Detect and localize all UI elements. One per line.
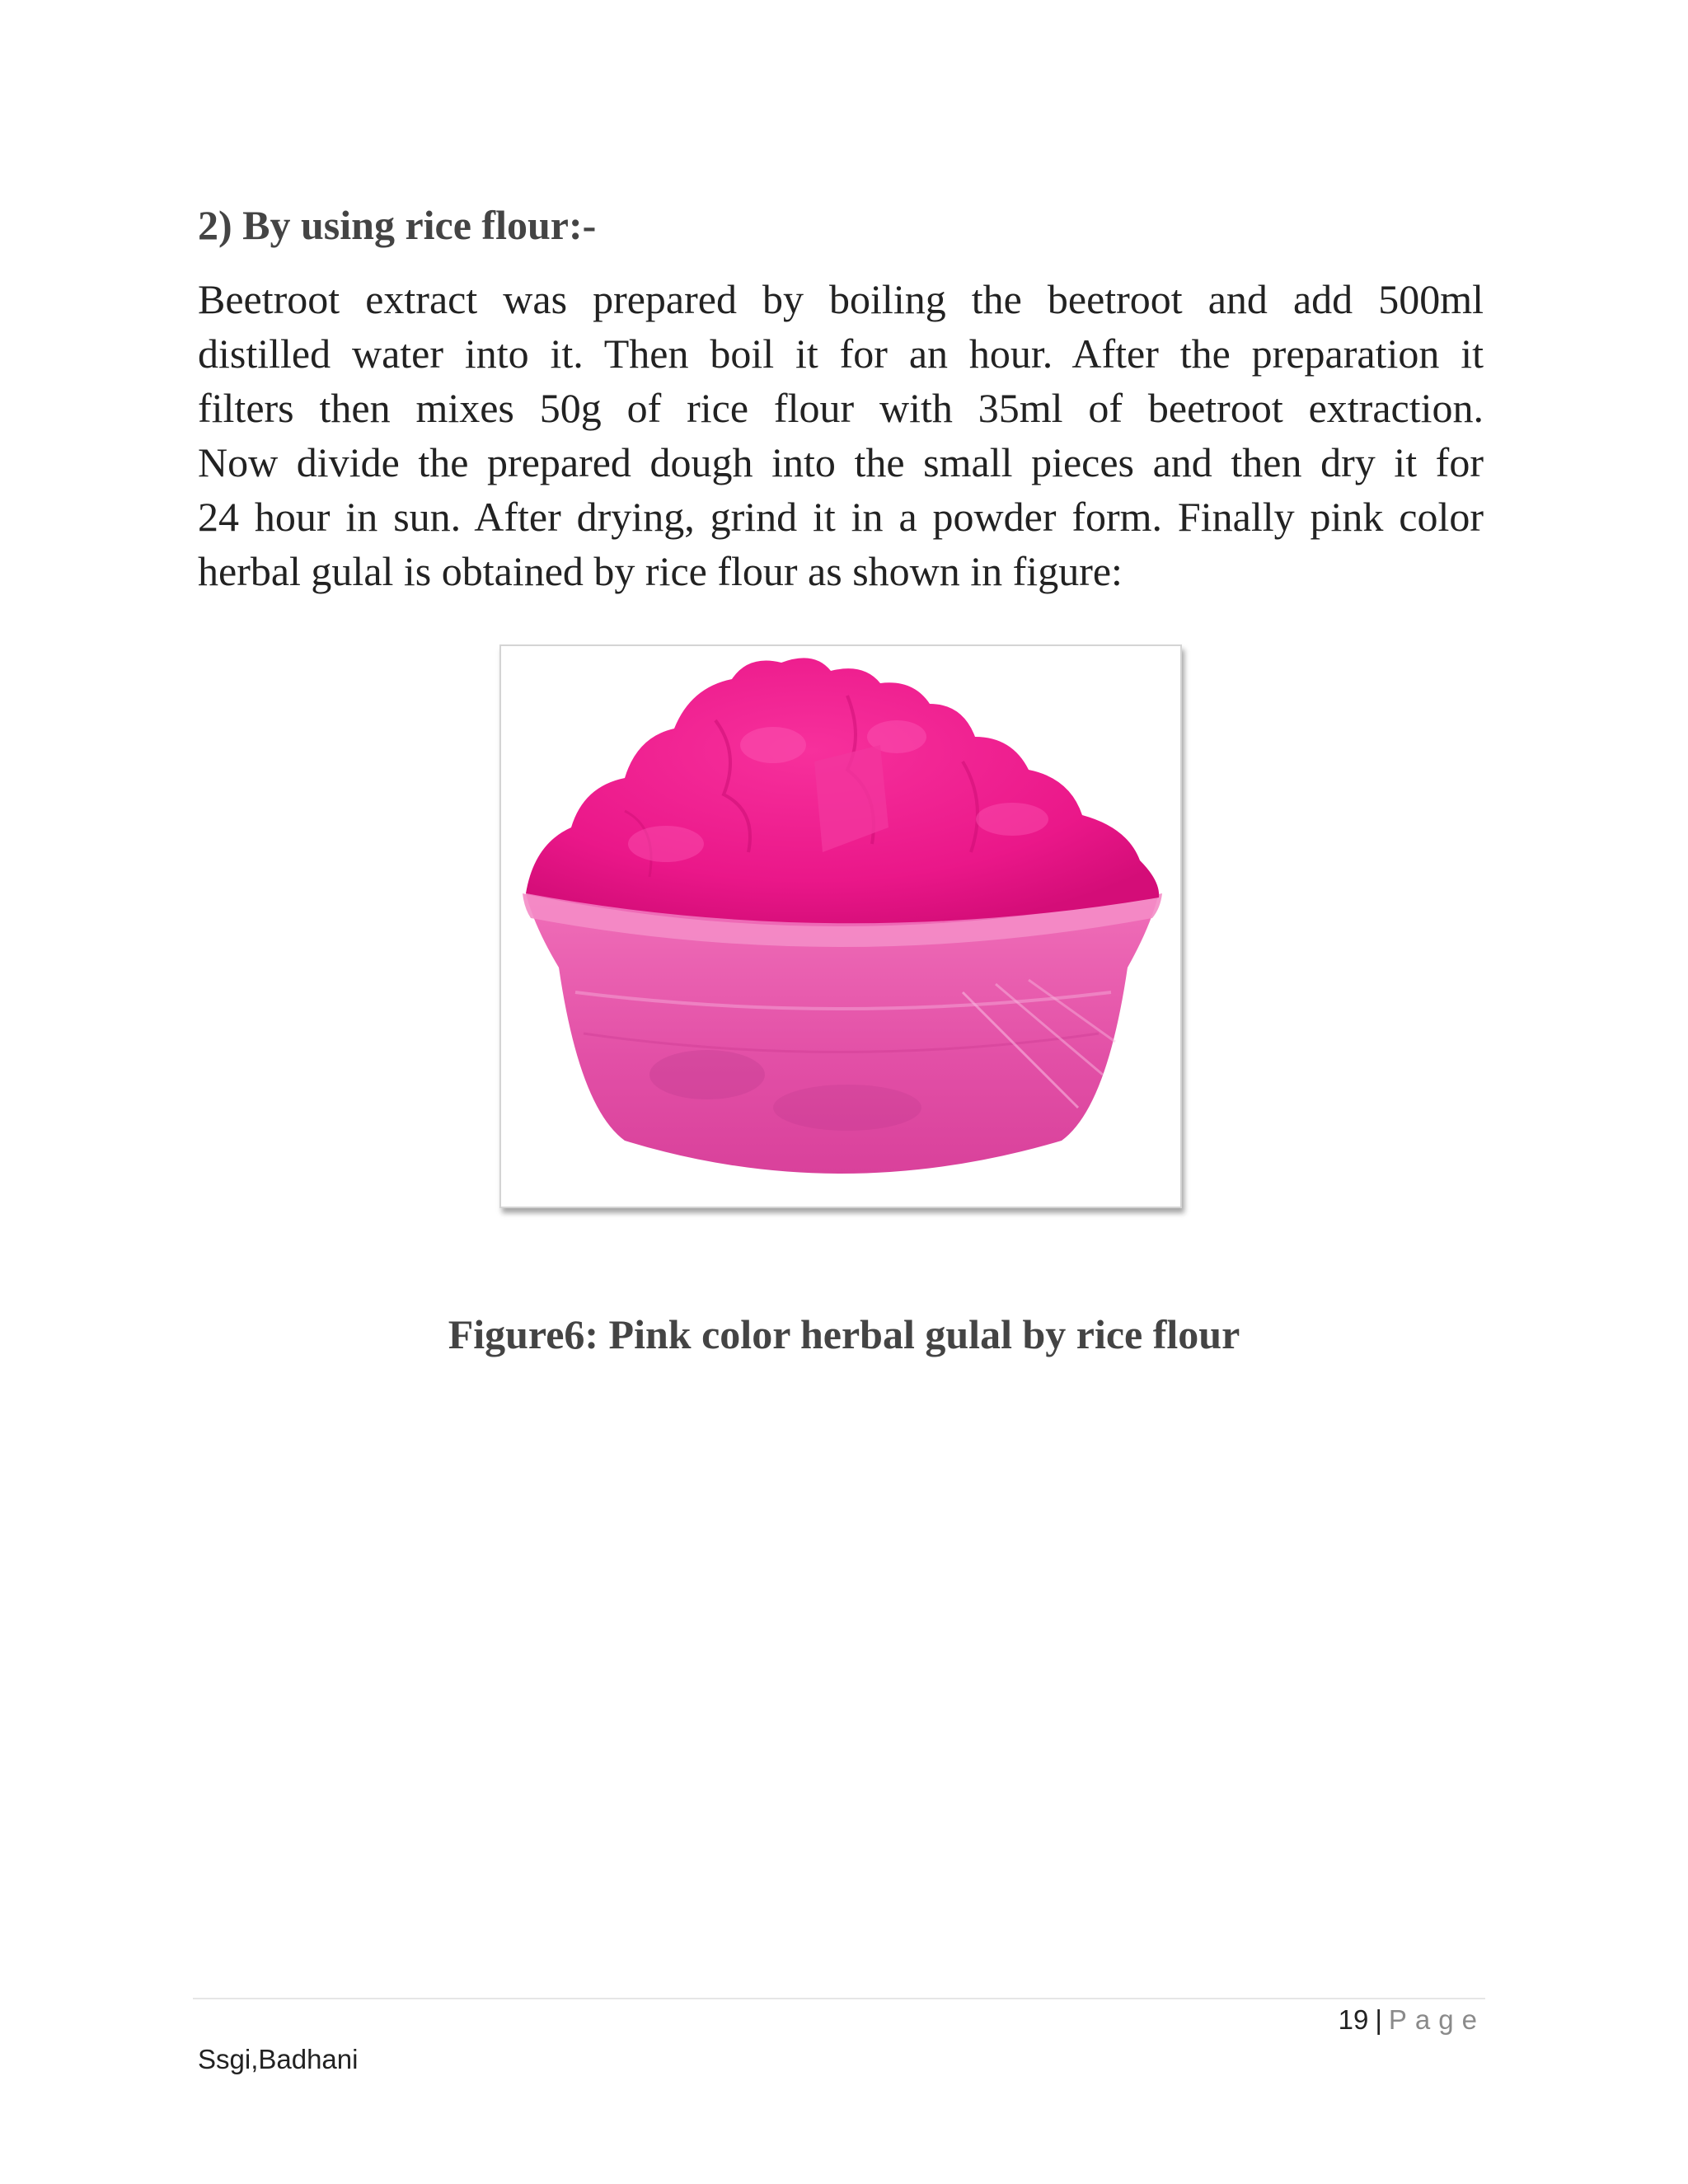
body-paragraph — [198, 272, 1484, 598]
footer-divider — [193, 1998, 1485, 1999]
page-number-value: 19 — [1338, 2004, 1369, 2035]
paragraph-line: herbal gulal is obtained by rice flour as shown in figure: — [198, 548, 1123, 594]
figure-image-frame — [499, 644, 1182, 1208]
paragraph-line: 24 hour in sun. After drying, grind it in a powder form. Finally pink color — [198, 494, 1484, 540]
paragraph-line: distilled water into it. Then boil it for an hour. After the preparation it — [198, 330, 1484, 377]
page-number — [1339, 2004, 1485, 2036]
paragraph-line: Now divide the prepared dough into the small pieces and then dry it for — [198, 439, 1484, 485]
paragraph-line: filters then mixes 50g of rice flour with 35ml of beetroot extraction. — [198, 385, 1484, 431]
section-heading: 2) By using rice flour:- — [198, 202, 597, 248]
page-word: Page — [1388, 2004, 1485, 2035]
page-number-separator: | — [1375, 2004, 1382, 2035]
figure-caption: Figure6: Pink color herbal gulal by rice flour — [448, 1311, 1240, 1357]
paragraph-line: Beetroot extract was prepared by boiling the beetroot and add 500ml — [198, 276, 1484, 322]
footer-institution: Ssgi,Badhani — [198, 2044, 359, 2074]
pink-gulal-bowl-image — [501, 646, 1180, 1207]
